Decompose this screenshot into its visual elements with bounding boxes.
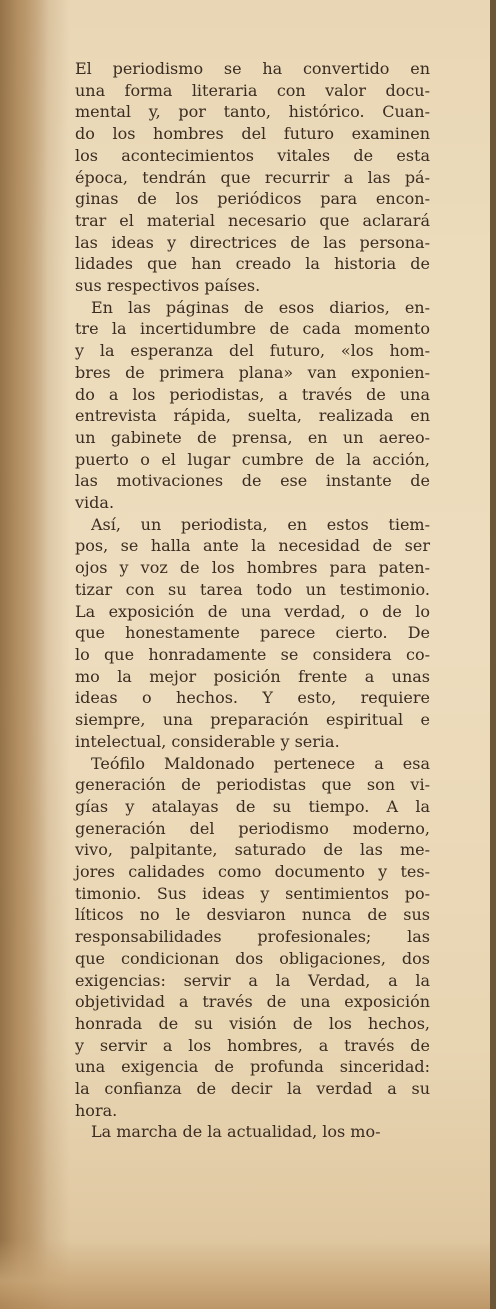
- text-line: lidades que han creado la historia de: [75, 254, 430, 274]
- text-line: una forma literaria con valor docu-: [75, 80, 430, 100]
- text-line: En las páginas de esos diarios, en-: [91, 297, 430, 317]
- text-line: do a los periodistas, a través de una: [75, 384, 430, 404]
- text-line: El periodismo se ha convertido en: [75, 59, 430, 78]
- text-line: tizar con su tarea todo un testimonio.: [75, 579, 430, 599]
- paper-stain-left: [0, 0, 48, 1309]
- page-edge: [490, 0, 496, 1309]
- text-line: jores calidades como documento y tes-: [75, 862, 430, 882]
- text-line: mental y, por tanto, histórico. Cuan-: [75, 102, 430, 122]
- text-line: generación del periodismo moderno,: [75, 818, 430, 838]
- text-line: generación de periodistas que son vi-: [75, 775, 430, 795]
- paper-stain-bottom: [0, 1239, 496, 1309]
- text-line: época, tendrán que recurrir a las pá-: [75, 167, 430, 187]
- text-line: intelectual, considerable y seria.: [75, 731, 340, 751]
- text-line: pos, se halla ante la necesidad de ser: [75, 536, 430, 556]
- paragraph: [75, 58, 430, 297]
- text-line: los acontecimientos vitales de esta: [75, 145, 430, 165]
- text-line: y la esperanza del futuro, «los hom-: [75, 341, 430, 361]
- text-line: lo que honradamente se considera co-: [75, 644, 430, 664]
- text-line: exigencias: servir a la Verdad, a la: [75, 970, 430, 990]
- text-line: do los hombres del futuro examinen: [75, 124, 430, 144]
- text-line: que honestamente parece cierto. De: [75, 623, 430, 643]
- text-line: y servir a los hombres, a través de: [75, 1035, 430, 1055]
- paragraph: [75, 514, 430, 753]
- paragraph: [75, 297, 430, 514]
- text-line: honrada de su visión de los hechos,: [75, 1013, 430, 1033]
- paragraph: [75, 1121, 430, 1143]
- text-line: responsabilidades profesionales; las: [75, 927, 430, 947]
- text-line: tre la incertidumbre de cada momento: [75, 319, 430, 339]
- text-line: timonio. Sus ideas y sentimientos po-: [75, 883, 430, 903]
- text-line: mo la mejor posición frente a unas: [75, 666, 430, 686]
- text-line: ginas de los periódicos para encon-: [75, 189, 430, 209]
- text-line: vivo, palpitante, saturado de las me-: [75, 840, 430, 860]
- text-line: puerto o el lugar cumbre de la acción,: [75, 449, 430, 469]
- text-line: sus respectivos países.: [75, 276, 261, 296]
- text-line: ideas o hechos. Y esto, requiere: [75, 688, 430, 708]
- text-line: que condicionan dos obligaciones, dos: [75, 948, 430, 968]
- text-line: las motivaciones de ese instante de: [75, 471, 430, 491]
- paragraph: [75, 753, 430, 1122]
- text-line: La exposición de una verdad, o de lo: [75, 601, 430, 621]
- text-line: La marcha de la actualidad, los mo-: [91, 1122, 381, 1142]
- text-line: un gabinete de prensa, en un aereo-: [75, 427, 430, 447]
- body-text: [75, 58, 430, 1143]
- text-line: ojos y voz de los hombres para paten-: [75, 558, 430, 578]
- text-line: objetividad a través de una exposición: [75, 992, 430, 1012]
- text-line: las ideas y directrices de las persona-: [75, 232, 430, 252]
- text-line: entrevista rápida, suelta, realizada en: [75, 406, 430, 426]
- text-line: una exigencia de profunda sinceridad:: [75, 1057, 430, 1077]
- text-line: bres de primera plana» van exponien-: [75, 362, 430, 382]
- text-line: siempre, una preparación espiritual e: [75, 710, 430, 730]
- text-line: vida.: [75, 493, 115, 513]
- text-line: trar el material necesario que aclarará: [75, 210, 430, 230]
- text-line: hora.: [75, 1100, 118, 1120]
- text-line: gías y atalayas de su tiempo. A la: [75, 796, 430, 816]
- text-line: Así, un periodista, en estos tiem-: [91, 514, 430, 534]
- text-line: Teófilo Maldonado pertenece a esa: [91, 753, 430, 773]
- text-line: líticos no le desviaron nunca de sus: [75, 905, 430, 925]
- text-line: la confianza de decir la verdad a su: [75, 1079, 430, 1099]
